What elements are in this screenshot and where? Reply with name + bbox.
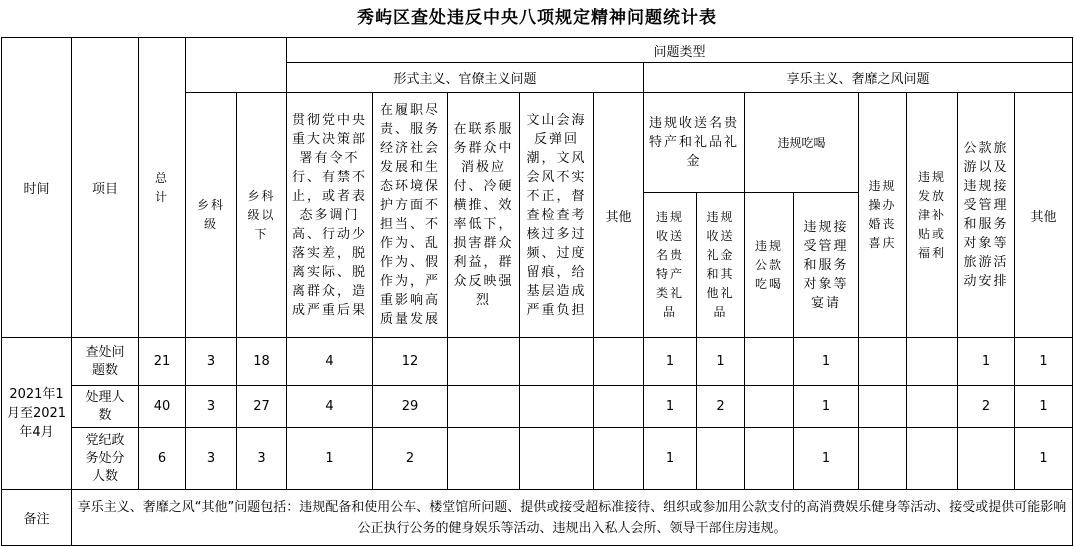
statistics-table <box>1 37 1073 546</box>
header-hedonism-other: 其他 <box>1015 93 1073 338</box>
cell-gift-a: 1 <box>644 338 697 386</box>
cell-total: 40 <box>139 386 186 428</box>
note-row <box>2 490 1073 546</box>
header-formalism-other: 其他 <box>594 93 644 338</box>
cell-allowance <box>907 338 958 386</box>
cell-f1: 1 <box>287 428 373 490</box>
cell-other: 1 <box>1015 428 1073 490</box>
header-item: 项目 <box>72 38 139 338</box>
header-formalism: 形式主义、官僚主义问题 <box>287 63 644 93</box>
header-wedding: 违规操办婚丧喜庆 <box>859 93 907 338</box>
cell-f5 <box>594 428 644 490</box>
page-title: 秀屿区查处违反中央八项规定精神问题统计表 <box>357 8 717 28</box>
header-gift: 违规收送名贵特产和礼品礼金 <box>644 93 745 193</box>
header-eat-banquet: 违规接受管理和服务对象等宴请 <box>794 193 859 338</box>
header-gift-cash: 违规收送礼金和其他礼品 <box>697 193 745 338</box>
cell-township: 3 <box>186 338 237 386</box>
cell-f5 <box>594 338 644 386</box>
header-travel: 公款旅游以及违规接受管理和服务对象等旅游活动安排 <box>958 93 1015 338</box>
cell-wedding <box>859 338 907 386</box>
cell-f2: 12 <box>373 338 448 386</box>
cell-total: 6 <box>139 428 186 490</box>
header-level-blank <box>186 38 287 93</box>
cell-f3 <box>448 386 520 428</box>
header-below-township: 乡科级以下 <box>237 93 287 338</box>
cell-other: 1 <box>1015 338 1073 386</box>
header-allowance: 违规发放津补贴或福利 <box>907 93 958 338</box>
row-label: 处理人数 <box>72 386 139 428</box>
cell-gift-b: 1 <box>697 338 745 386</box>
header-eat-public: 违规公款吃喝 <box>745 193 794 338</box>
header-time: 时间 <box>2 38 72 338</box>
header-township: 乡科级 <box>186 93 237 338</box>
cell-eat-b: 1 <box>794 338 859 386</box>
cell-below: 18 <box>237 338 287 386</box>
cell-f3 <box>448 428 520 490</box>
cell-allowance <box>907 386 958 428</box>
cell-f1: 4 <box>287 338 373 386</box>
cell-f2: 2 <box>373 428 448 490</box>
cell-travel: 2 <box>958 386 1015 428</box>
cell-gift-b <box>697 428 745 490</box>
cell-f3 <box>448 338 520 386</box>
cell-gift-a: 1 <box>644 386 697 428</box>
cell-eat-a <box>745 428 794 490</box>
header-formalism-2: 在履职尽责、服务经济社会发展和生态环境保护方面不担当、不作为、乱作为、假作为，严重影响高质量发展 <box>373 93 448 338</box>
cell-f4 <box>520 428 594 490</box>
cell-travel <box>958 428 1015 490</box>
header-eating: 违规吃喝 <box>745 93 859 193</box>
cell-below: 27 <box>237 386 287 428</box>
cell-f5 <box>594 386 644 428</box>
table-row <box>2 428 1073 490</box>
cell-township: 3 <box>186 386 237 428</box>
table-row <box>2 386 1073 428</box>
cell-travel: 1 <box>958 338 1015 386</box>
cell-eat-b: 1 <box>794 386 859 428</box>
cell-f4 <box>520 386 594 428</box>
cell-wedding <box>859 428 907 490</box>
header-total: 总 计 <box>139 38 186 338</box>
cell-f1: 4 <box>287 386 373 428</box>
header-formalism-1: 贯彻党中央重大决策部署有令不行、有禁不止，或者表态多调门高、行动少落实差，脱离实际、脱离群众，造成严重后果 <box>287 93 373 338</box>
cell-below: 3 <box>237 428 287 490</box>
time-period: 2021年1月至2021年4月 <box>2 338 72 490</box>
cell-gift-a: 1 <box>644 428 697 490</box>
header-hedonism: 享乐主义、奢靡之风问题 <box>644 63 1073 93</box>
cell-f2: 29 <box>373 386 448 428</box>
header-problem-type: 问题类型 <box>287 38 1073 63</box>
note-text: 享乐主义、奢靡之风“其他”问题包括：违规配备和使用公车、楼堂馆所问题、提供或接受超标准接待、组织或参加用公款支付的高消费娱乐健身等活动、接受或提供可能影响公正执行公务的健身娱乐等活动、违规出入私人会所、领导干部住房违规。 <box>72 490 1073 546</box>
row-label: 查处问题数 <box>72 338 139 386</box>
row-label: 党纪政务处分人数 <box>72 428 139 490</box>
cell-township: 3 <box>186 428 237 490</box>
cell-allowance <box>907 428 958 490</box>
cell-total: 21 <box>139 338 186 386</box>
cell-wedding <box>859 386 907 428</box>
header-formalism-3: 在联系服务群众中消极应付、冷硬横推、效率低下，损害群众利益，群众反映强烈 <box>448 93 520 338</box>
header-gift-specialty: 违规收送名贵特产类礼品 <box>644 193 697 338</box>
cell-eat-a <box>745 386 794 428</box>
cell-eat-b: 1 <box>794 428 859 490</box>
cell-f4 <box>520 338 594 386</box>
table-row <box>2 338 1073 386</box>
cell-eat-a <box>745 338 794 386</box>
cell-other: 1 <box>1015 386 1073 428</box>
note-label: 备注 <box>2 490 72 546</box>
header-formalism-4: 文山会海反弹回潮，文风会风不实不正，督查检查考核过多过频、过度留痕，给基层造成严重负担 <box>520 93 594 338</box>
cell-gift-b: 2 <box>697 386 745 428</box>
